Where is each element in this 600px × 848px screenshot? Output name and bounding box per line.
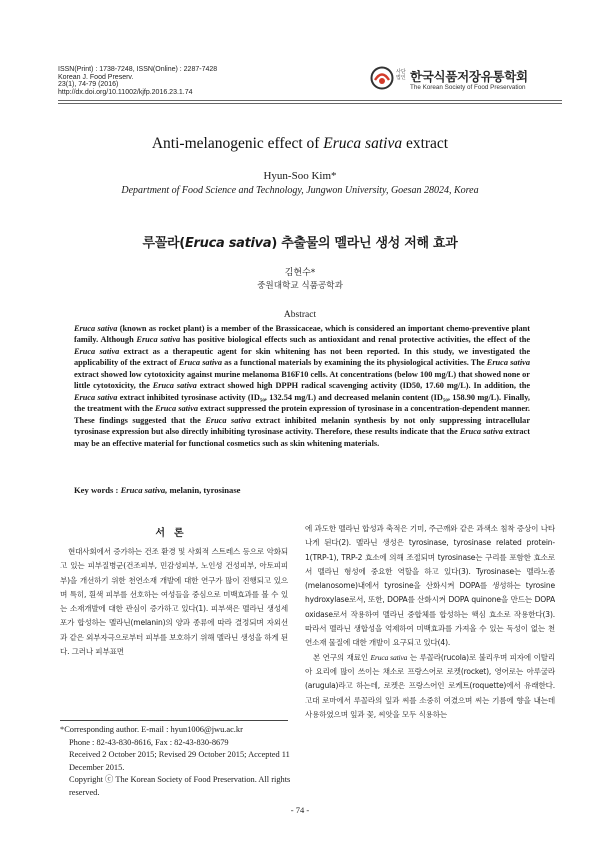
title-en-species: Eruca sativa [323,135,403,152]
phone-fax: Phone : 82-43-830-8616, Fax : 82-43-830-8679 [69,737,229,747]
journal-name: Korean J. Food Preserv. [58,73,134,81]
text-run: extract inhibited tyrosinase activity (ID₅₀, 132.54 mg/L) and decreased melanin content (ID₅₀, 158.90 mg/L). Finally, the treatment with the [74,392,530,414]
text-run: (known as rocket plant) is a member of the Brassicaceae, which is considered an important chemo-preventive plant family. Although [74,324,531,345]
title-en-part: extract [402,135,449,152]
title-en-part: Anti-melanogenic effect of [151,135,324,152]
text-run: extract showed high DPPH radical scavenging activity (ID50, 17.60 mg/L). In addition, the [196,381,530,391]
header-divider [58,100,562,101]
footnote-divider [60,720,288,721]
footnote [60,724,292,800]
page-number: - 74 - [290,805,310,815]
section-heading-introduction: 서론 [155,528,193,539]
introduction-right-column [305,522,555,722]
journal-header [58,66,217,96]
text-run: extract inhibited melanin synthesis by not only suppressing intracellular tyrosinase expression but also directly inhibiting tyrosinase activity. Therefore, these results indicate that the [74,415,530,437]
species-name: Eruca sativa [136,335,181,345]
text-run: extract showed low cytotoxicity against murine melanoma B16F10 cells. At concentrations (below 100 mg/L) that showed none or little cytotoxicity, the [74,369,530,391]
species-name: Eruca sativa [459,427,503,437]
keywords [74,485,241,495]
corresponding-author: *Corresponding author. E-mail : hyun1006@jwu.ac.kr [60,725,243,734]
title-ko-part: ) 추출물의 멜라닌 생성 저해 효과 [271,236,458,251]
text-run: extract suppressed the protein expression of tyrosinase in a concentration-dependent manner. These findings suggested that the [74,404,530,425]
species-name: Eruca sativa [74,324,118,333]
text-run: 에 과도한 멜라닌 합성과 축적은 기미, 주근깨와 같은 과색소 침착 증상이 나타나게 된다(2). 멜라닌 생성은 tyrosinase, tyrosinase related protein-1(TRP-1), TRP-2 효소에 의해 조절되며 tyrosinase는 구리를 포함한 효소로서 멜라닌 형성에 중요한 역할을 하고 있다(3). Tyrosinase는 멜라노좀(melanosome)내에서 tyrosine을 산화시켜 DOPA를 생성하는 tyrosine hydroxylase로서, 또한, DOPA를 산화시켜 DOPA quinone을 만드는 DOPA oxidase로서 작용하여 멜라닌 중합체를 합성하는 핵심 효소로 작용한다(3). 따라서 멜라닌 생합성을 억제하여 미백효과를 가져올 수 있는 독성이 없는 천연소재 물질에 대한 개발이 요구되고 있다(4). [305,524,555,648]
introduction-left-column: 현대사회에서 증가하는 건조 환경 및 사회적 스트레스 등으로 악화되고 있는 피부질병군(건조피부, 민감성피부, 노인성 건성피부, 아토피피부)을 개선하기 위한 천연소재 개발에 대한 연구가 많이 진행되고 있으며 특히, 흰색 피부를 선호하는 여성들을 중심으로 미백효과를 볼 수 있는 소재개발에 대한 관심이 증가하고 있다(1). 피부색은 멜라닌 생성세포가 합성하는 멜라닌(melanin)의 양과 종류에 따라 결정되며 자외선과 같은 외부자극으로부터 피부를 보호하기 위해 멜라닌 생성을 하게 된다. 그러나 피부표면 [60,547,288,657]
article-title-ko [0,232,600,251]
society-english-name: The Korean Society of Food Preservation [410,84,526,91]
text-run: extract as a therapeutic agent for skin whitening has not been reported. In this study, we investigated the applicability of the extract of [74,346,531,368]
logo-badge-bottom: 법인 [396,75,406,81]
species-name: Eruca sativa [486,358,530,368]
title-ko-part: 루꼴라( [142,236,185,251]
logo-badge [396,69,408,81]
species-name: Eruca sativa [152,381,197,391]
header-divider-second [58,103,562,104]
text-run: extract may be an effective material for functional cosmetics such as skin whitening materials. [74,427,531,448]
abstract-text [74,323,530,449]
article-title-en [0,135,600,153]
title-ko-species: Eruca sativa [184,236,272,251]
society-logo [370,64,560,98]
species-name: Eruca sativa [74,346,120,356]
society-emblem-icon [370,66,394,90]
text-run: as a functional materials by examining the its physiological activities. The [222,358,487,368]
species-name: Eruca sativa [205,415,251,425]
text-run: 는 루꼴라(rucola)로 불리우며 피자에 이탈리아 요리에 많이 쓰이는 채소로 프랑스어로 로켓(rocket), 영어로는 아루굴라(arugula)라고 하는데, 로켓은 프랑스어인 로케트(roquette)에서 유래한다. 고대 로마에서 루꼴라의 잎과 씨를 소중히 여겼으며 씨는 기름에 향을 내는데 사용하였으며 잎과 꽃, 씨앗을 모두 식용하는 [305,652,555,719]
keyword-species: Eruca sativa, [120,485,168,495]
affiliation-ko: 중원대학교 식품공학과 [257,281,343,291]
copyright-notice: Copyright ⓒ The Korean Society of Food Preservation. All rights reserved. [69,775,291,797]
affiliation-en: Department of Food Science and Technology, Jungwon University, Goesan 28024, Korea [121,185,479,196]
received-dates: Received 2 October 2015; Revised 29 October 2015; Accepted 11 December 2015. [69,750,290,772]
logo-badge-top: 사단 [396,69,406,75]
author-ko: 김현수* [284,268,316,278]
keywords-list: melanin, tyrosinase [167,485,241,495]
text-run: has positive biological effects such as antioxidant and renal protective activities, the effect of the [180,335,531,345]
society-korean-name: 한국식품저장유통학회 [410,69,528,84]
doi-link[interactable]: http://dx.doi.org/10.11002/kjfp.2016.23.1.74 [58,88,193,96]
author-en: Hyun-Soo Kim* [263,170,337,182]
species-name: Eruca sativa [154,404,199,414]
volume-line: 23(1), 74-79 (2016) [58,81,119,89]
keywords-label: Key words : [74,485,119,495]
abstract-heading: Abstract [283,310,317,320]
species-name: Eruca sativa [178,358,223,368]
species-name: Eruca sativa [74,392,118,402]
issn-line: ISSN(Print) : 1738-7248, ISSN(Online) : 2287-7428 [58,66,218,73]
text-run: 본 연구의 재료인 [313,652,371,662]
species-name: Eruca sativa [370,652,408,662]
